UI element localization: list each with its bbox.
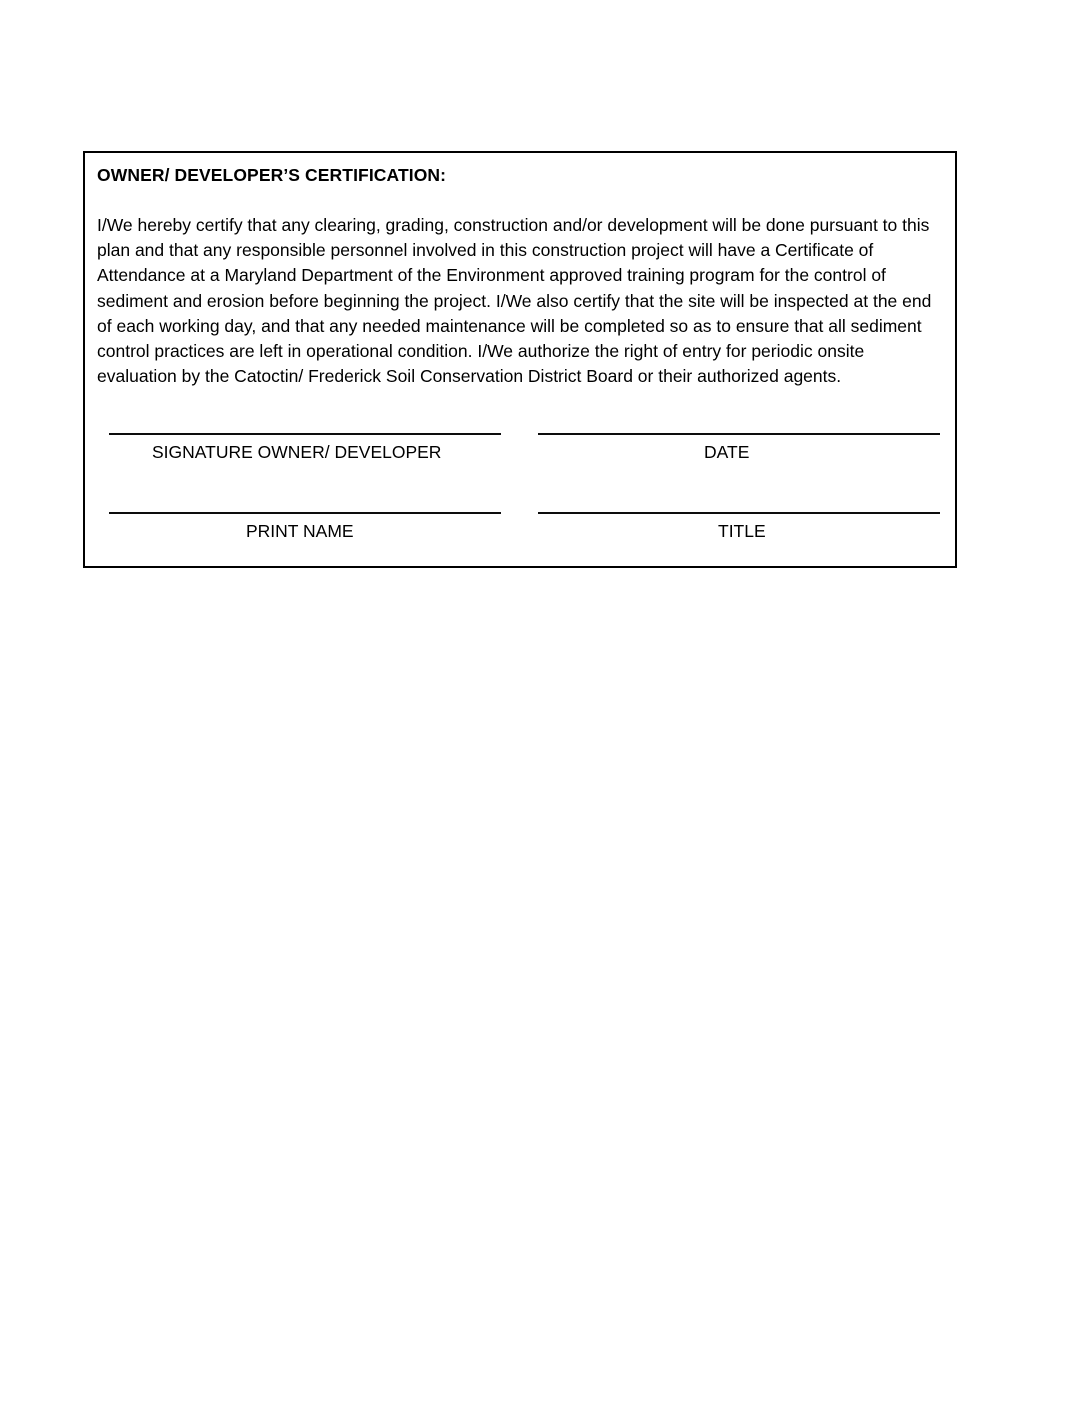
signature-date-label: DATE	[704, 442, 750, 462]
signature-row-1	[97, 433, 971, 505]
signature-owner-developer-label: SIGNATURE OWNER/ DEVELOPER	[152, 442, 442, 462]
signature-title-field[interactable]	[538, 512, 940, 546]
owner-developer-certification-box	[83, 151, 957, 568]
signature-row-2	[97, 512, 971, 584]
certification-content	[97, 163, 945, 541]
heading-body-spacer	[97, 188, 945, 213]
signature-date-field[interactable]	[538, 433, 940, 467]
signature-owner-developer-field[interactable]	[109, 433, 501, 467]
signature-title-label: TITLE	[718, 521, 766, 541]
signature-print-name-label: PRINT NAME	[246, 521, 354, 541]
certification-body-text: I/We hereby certify that any clearing, grading, construction and/or development will be done pursuant to this plan and that any responsible personnel involved in this construction project will have a Certificate of Attendance at a Maryland Department of the Environment approved training program for the control of sediment and erosion before beginning the project. I/We also certify that the site will be inspected at the end of each working day, and that any needed maintenance will be completed so as to ensure that all sediment control practices are left in operational condition. I/We authorize the right of entry for periodic onsite evaluation by the Catoctin/ Frederick Soil Conservation District Board or their authorized agents.	[97, 215, 932, 387]
certification-heading: OWNER/ DEVELOPER’S CERTIFICATION:	[97, 165, 447, 185]
signature-fields-area	[97, 433, 971, 578]
signature-print-name-field[interactable]	[109, 512, 501, 546]
